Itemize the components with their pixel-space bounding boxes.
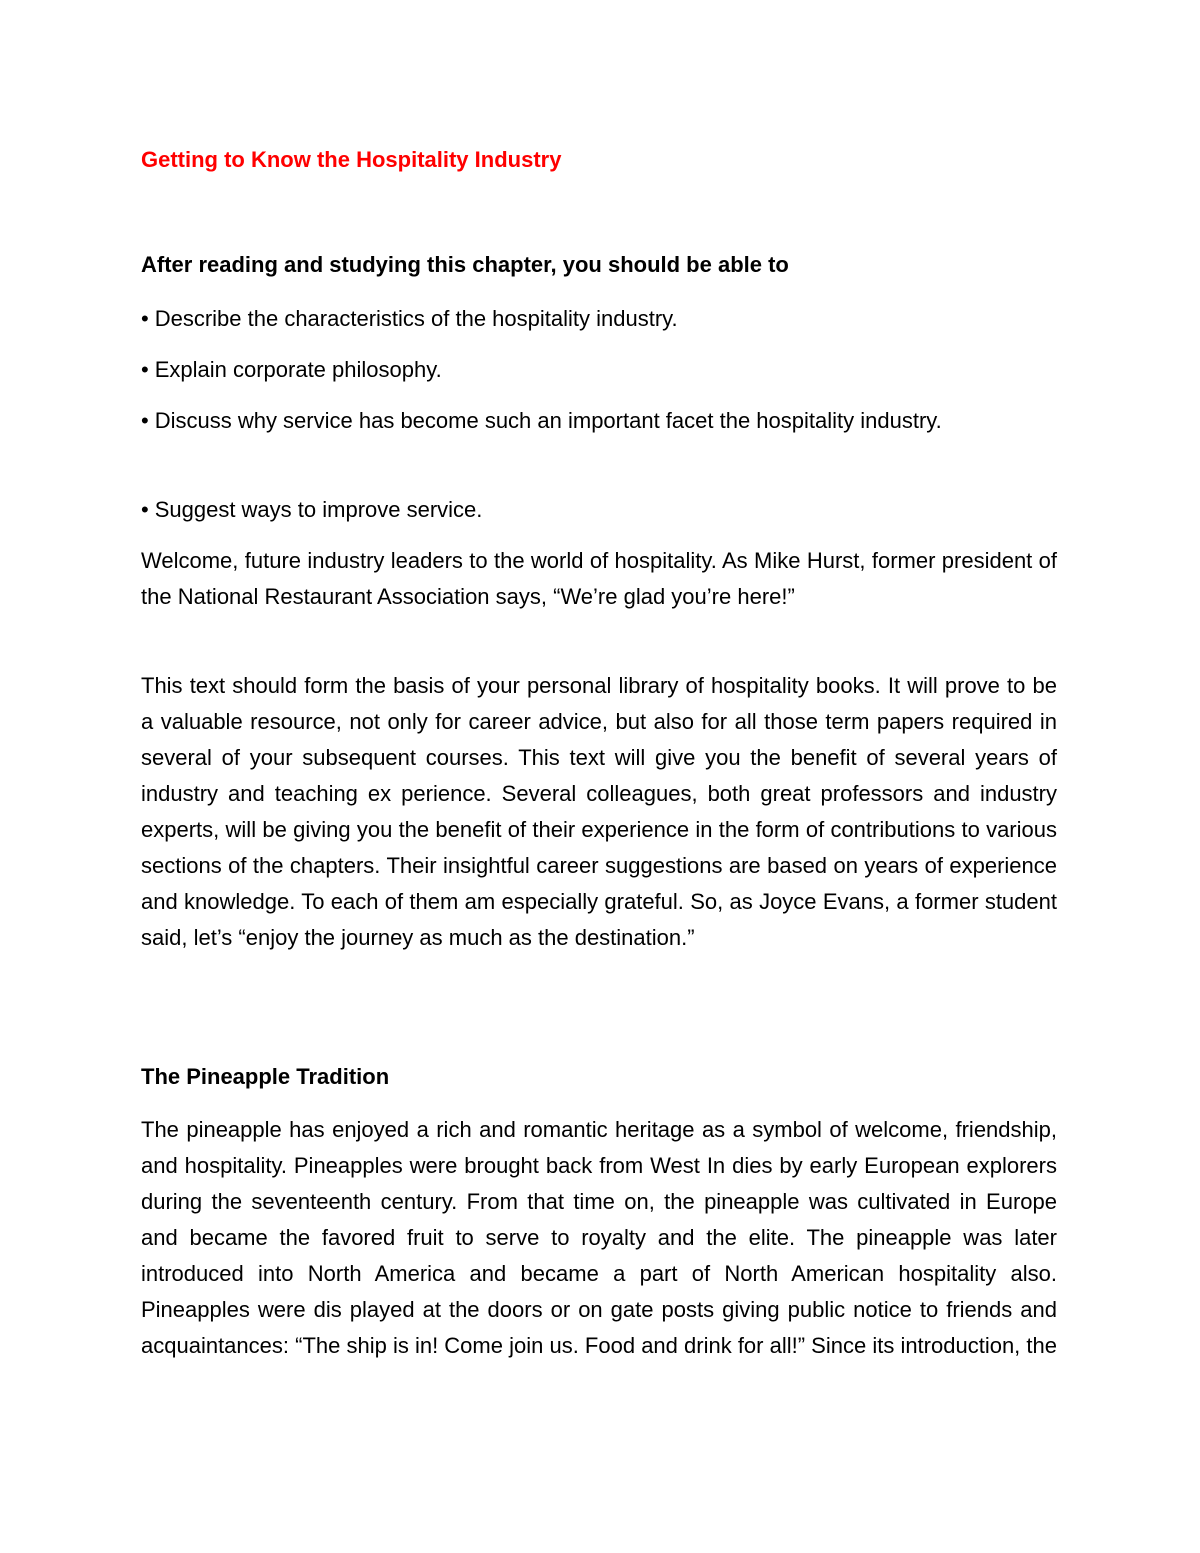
bullet-icon: • xyxy=(141,408,149,433)
objective-text: Explain corporate philosophy. xyxy=(154,357,442,382)
welcome-paragraph: Welcome, future industry leaders to the world of hospitality. As Mike Hurst, former president of the National Restaurant Association says, “We’re glad you’re here!” xyxy=(141,548,1057,609)
objective-item xyxy=(141,352,1057,388)
bullet-icon: • xyxy=(141,497,149,522)
section-heading: The Pineapple Tradition xyxy=(141,1064,390,1089)
objective-item xyxy=(141,301,1057,337)
objective-item xyxy=(141,492,1057,528)
pineapple-paragraph: The pineapple has enjoyed a rich and romantic heritage as a symbol of welcome, friendship, and hospitality. Pineapples were brought back from West In dies by early European explorers during the seventeenth century. From that time on, the pineapple was cultivated in Europe and became the favored fruit to serve to royalty and the elite. The pineapple was later introduced into North America and became a part of North American hospitality also. Pineapples were dis played at the doors or on gate posts giving public notice to friends and acquaintances: “The ship is in! Come join us. Food and drink for all!” Since its introduction, the xyxy=(141,1117,1057,1358)
objective-text: Suggest ways to improve service. xyxy=(154,497,483,522)
bullet-icon: • xyxy=(141,357,149,382)
objective-text: Discuss why service has become such an important facet the hospitality industry. xyxy=(154,408,942,433)
objective-text: Describe the characteristics of the hospitality industry. xyxy=(154,306,678,331)
objective-item xyxy=(141,403,1057,439)
bullet-icon: • xyxy=(141,306,149,331)
document-page xyxy=(141,0,1057,1553)
document-title: Getting to Know the Hospitality Industry xyxy=(141,147,562,172)
objectives-intro: After reading and studying this chapter, you should be able to xyxy=(141,252,789,277)
library-paragraph: This text should form the basis of your personal library of hospitality books. It will prove to be a valuable resource, not only for career advice, but also for all those term papers required in several of your subsequent courses. This text will give you the benefit of several years of industry and teaching ex perience. Several colleagues, both great professors and industry experts, will be giving you the benefit of their experience in the form of contributions to various sections of the chapters. Their insightful career suggestions are based on years of experience and knowledge. To each of them am especially grateful. So, as Joyce Evans, a former student said, let’s “enjoy the journey as much as the destination.” xyxy=(141,673,1057,950)
